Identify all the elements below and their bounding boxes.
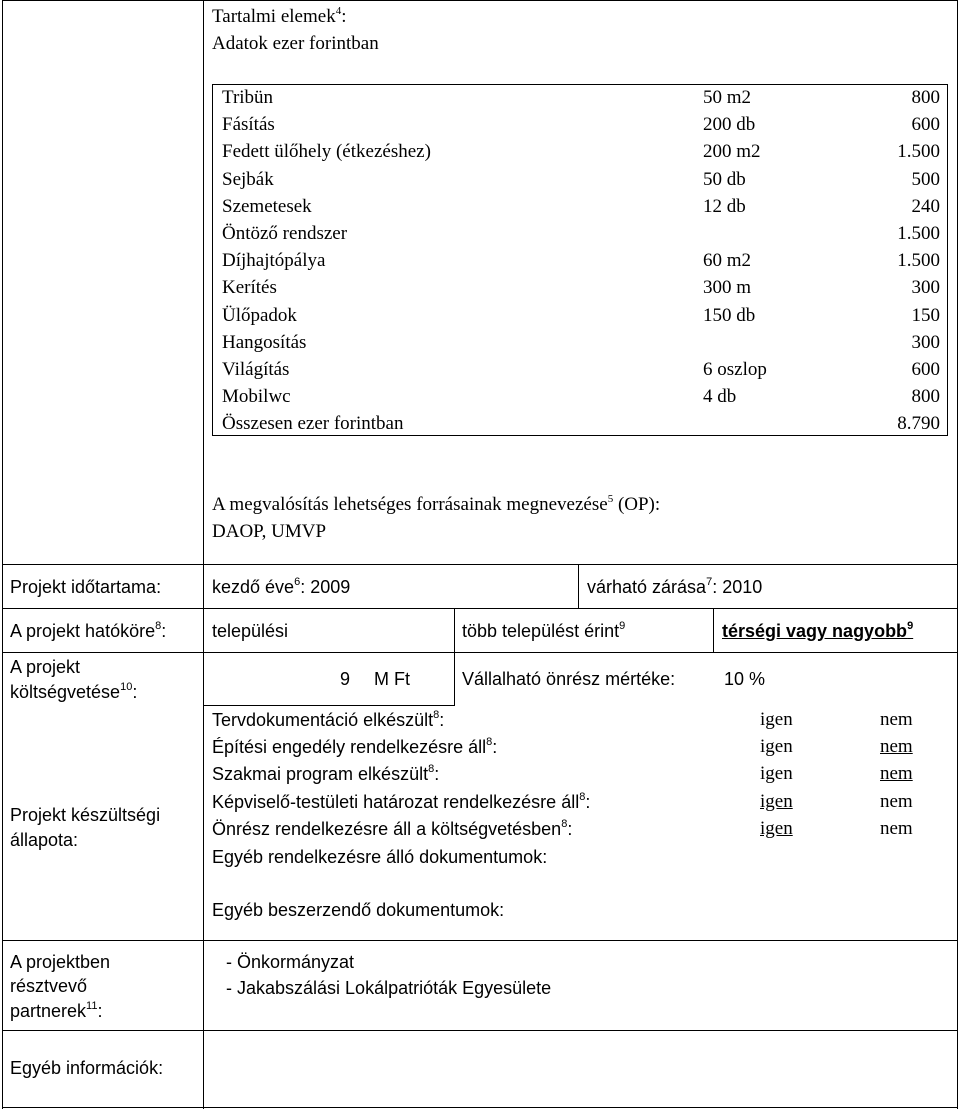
item-name: Fedett ülőhely (étkezéshez) <box>222 141 431 163</box>
item-value: 150 <box>911 304 940 326</box>
item-value: 600 <box>911 359 940 380</box>
item-value: 1.500 <box>897 250 940 272</box>
status-no-option[interactable]: nem <box>880 818 913 839</box>
item-row <box>212 275 948 302</box>
item-name: Sejbák <box>222 168 274 190</box>
status-yes-option[interactable]: igen <box>760 736 793 757</box>
item-row <box>212 303 948 330</box>
item-value: 8.790 <box>897 413 940 435</box>
item-value: 240 <box>911 195 940 217</box>
status-yes-option[interactable]: igen <box>760 763 793 784</box>
keszultseg-label-line1: Projekt készültségi <box>10 805 161 825</box>
hatokor-option-tobb-telepules: több települést érint$^9$ <box>462 620 626 641</box>
status-yes-option[interactable]: igen <box>760 791 793 812</box>
item-quantity: 300 m <box>703 277 752 299</box>
item-quantity: 4 db <box>703 386 737 408</box>
item-value: 800 <box>911 386 940 408</box>
partner-item: - Önkormányzat <box>226 952 355 972</box>
item-row <box>212 384 948 411</box>
status-yes-option[interactable]: igen <box>760 818 793 839</box>
koltsegvetes-divider <box>454 653 455 705</box>
item-quantity: 50 m2 <box>703 87 752 108</box>
status-no-option[interactable]: nem <box>880 709 913 730</box>
item-row <box>212 357 948 384</box>
item-value: 500 <box>911 168 940 190</box>
row-divider-hatokor <box>2 608 958 609</box>
item-quantity: 200 m2 <box>703 141 761 163</box>
border-left <box>2 0 3 1109</box>
item-value: 300 <box>911 277 940 299</box>
item-row <box>212 112 948 139</box>
item-quantity: 200 db <box>703 114 756 136</box>
item-value: 1.500 <box>897 141 940 163</box>
status-no-option[interactable]: nem <box>880 736 913 757</box>
hatokor-option-telepulesi: települési <box>212 621 289 641</box>
idotartam-divider <box>578 565 579 609</box>
row-divider-koltsegvetes <box>2 652 958 653</box>
budget-unit: M Ft <box>374 669 410 689</box>
row-divider-partnerek <box>2 940 958 941</box>
items-table <box>212 84 948 440</box>
item-name: Kerítés <box>222 277 277 299</box>
item-row <box>212 411 948 438</box>
row-divider-idotartam <box>2 564 958 565</box>
status-no-option[interactable]: nem <box>880 791 913 812</box>
item-row <box>212 330 948 357</box>
item-value: 1.500 <box>897 223 940 244</box>
unit-note: Adatok ezer forintban <box>212 33 379 54</box>
item-name: Világítás <box>222 359 290 380</box>
koltsegvetes-label-line2: költségvetése$^{10}$: <box>10 681 138 702</box>
status-row-label: Képviselő-testületi határozat rendelkezésre áll$^8$: <box>212 791 591 812</box>
label-column-divider <box>203 0 204 1109</box>
item-row <box>212 139 948 166</box>
item-value: 300 <box>911 331 940 353</box>
item-name: Összesen ezer forintban <box>222 413 404 435</box>
hatokor-option-tersegi: térségi vagy nagyobb$^9$ <box>722 620 914 641</box>
budget-amount: 9 <box>340 669 351 689</box>
hatokor-label: A projekt hatóköre$^8$: <box>10 620 167 641</box>
status-row-label: Szakmai program elkészült$^8$: <box>212 763 440 784</box>
item-quantity: 60 m2 <box>703 250 752 272</box>
item-row <box>212 85 948 112</box>
status-no-option[interactable]: nem <box>880 763 913 784</box>
item-value: 600 <box>911 114 940 136</box>
item-name: Szemetesek <box>222 195 312 217</box>
koltsegvetes-label-line1: A projekt <box>10 657 81 677</box>
keszultseg-label-line2: állapota: <box>10 830 79 850</box>
partnerek-label-line2: résztvevő <box>10 976 88 996</box>
start-year: kezdő éve$^6$: 2009 <box>212 576 351 597</box>
end-year: várható zárása$^7$: 2010 <box>587 576 763 597</box>
forras-label: A megvalósítás lehetséges forrásainak megnevezése$^5$ (OP): <box>212 492 661 515</box>
egyeb-beszerzendo: Egyéb beszerzendő dokumentumok: <box>212 900 505 920</box>
status-row-label: Önrész rendelkezésre áll a költségvetésben$^8$: <box>212 818 573 839</box>
border-bottom <box>2 1107 958 1108</box>
row-divider-egyeb-info <box>2 1030 958 1031</box>
status-row-label: Építési engedély rendelkezésre áll$^8$: <box>212 736 498 757</box>
item-row <box>212 167 948 194</box>
koltsegvetes-bottom <box>203 705 455 706</box>
item-name: Hangosítás <box>222 331 307 353</box>
item-row <box>212 194 948 221</box>
partner-item: - Jakabszálási Lokálpatrióták Egyesülete <box>226 978 552 998</box>
item-row <box>212 248 948 275</box>
idotartam-label: Projekt időtartama: <box>10 577 162 597</box>
egyeb-info-label: Egyéb információk: <box>10 1058 164 1078</box>
forras-value: DAOP, UMVP <box>212 521 327 542</box>
item-value: 800 <box>911 87 940 108</box>
border-right <box>957 0 958 1109</box>
border-top <box>2 0 958 1</box>
item-name: Tribün <box>222 87 274 108</box>
hatokor-divider-2 <box>713 609 714 653</box>
item-quantity: 150 db <box>703 304 756 326</box>
item-name: Ülőpadok <box>222 304 297 326</box>
item-name: Mobilwc <box>222 386 291 408</box>
partnerek-label-line1: A projektben <box>10 952 111 972</box>
status-yes-option[interactable]: igen <box>760 709 793 730</box>
onresz-label: Vállalható önrész mértéke: <box>462 669 676 689</box>
hatokor-divider-1 <box>454 609 455 653</box>
item-quantity: 12 db <box>703 195 746 217</box>
egyeb-rendelkezesre: Egyéb rendelkezésre álló dokumentumok: <box>212 847 548 867</box>
item-row <box>212 221 948 248</box>
status-row-label: Tervdokumentáció elkészült$^8$: <box>212 709 445 730</box>
partnerek-label-line3: partnerek$^{11}$: <box>10 1000 103 1021</box>
item-name: Öntöző rendszer <box>222 223 348 244</box>
item-quantity: 6 oszlop <box>703 359 767 380</box>
item-quantity: 50 db <box>703 168 746 190</box>
tartalmi-label: Tartalmi elemek$^4$: <box>212 4 347 27</box>
item-name: Fásítás <box>222 114 275 136</box>
item-name: Díjhajtópálya <box>222 250 326 272</box>
onresz-value: 10 % <box>724 669 766 689</box>
